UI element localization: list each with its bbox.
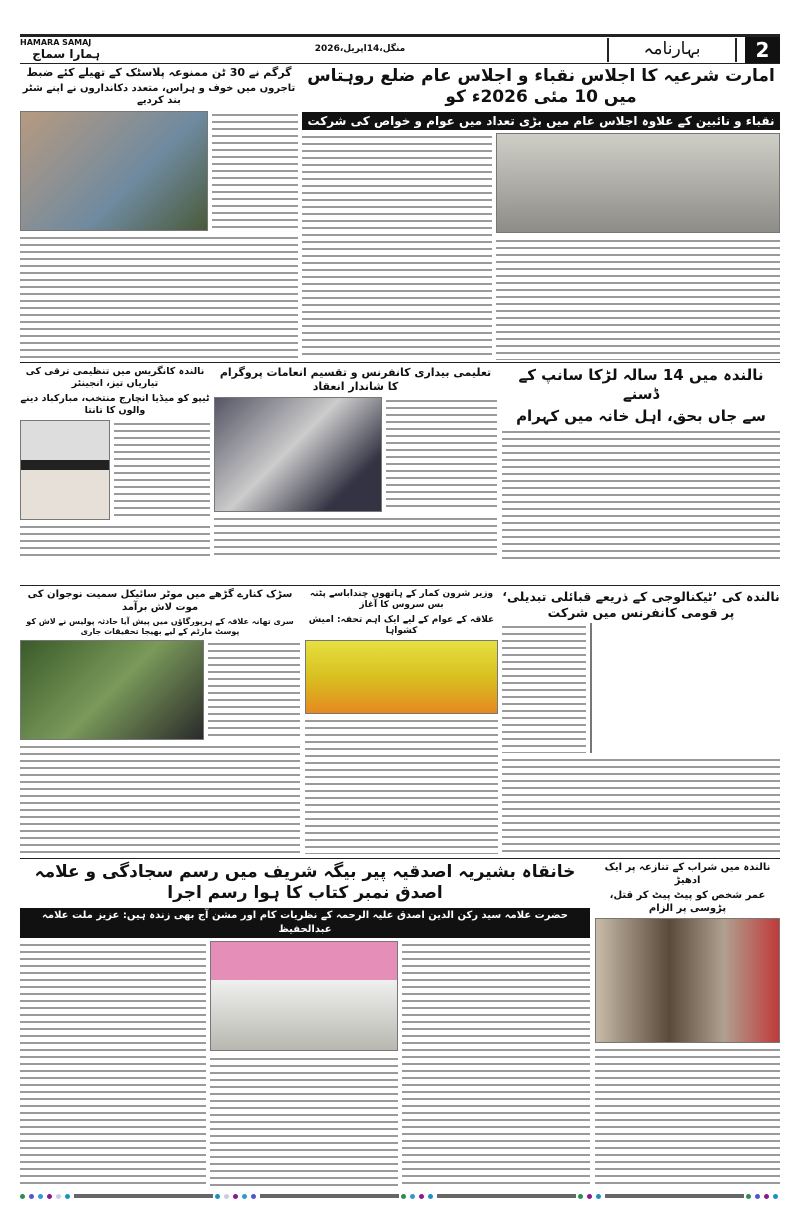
logo-urdu: ہمارا سماج <box>32 47 100 61</box>
congress-headline-1: نالندہ کانگریس میں تنظیمی ترقی کی تیاریاں تیز، انجینئر <box>25 366 205 389</box>
top-story-body <box>302 133 492 360</box>
header-rule <box>20 63 780 64</box>
bus-story <box>305 589 498 854</box>
khanqah-story <box>20 862 590 1188</box>
snake-headline-1: نالندہ میں 14 سالہ لڑکا سانپ کے ڈسنے <box>518 366 764 403</box>
row-rule-2 <box>20 585 780 586</box>
murder-headline-2: عمر شخص کو پیٹ پیٹ کر قتل، پڑوسی پر الزام <box>609 890 766 914</box>
khanqah-photo <box>210 941 398 1051</box>
accident-photo <box>20 640 204 740</box>
education-body <box>386 397 497 512</box>
top-rule <box>20 34 780 37</box>
congress-photo <box>20 420 110 520</box>
bus-headline-2: علاقہ کے عوام کے لیے ایک اہم تحفہ: امیش کشواہا <box>308 614 495 636</box>
khanqah-body-3 <box>402 941 590 1189</box>
top-story-subhead: نقباء و نائبین کے علاوہ اجلاس عام میں بڑی تعداد میں عوام و خواص کی شرکت <box>302 112 780 131</box>
congress-body-2 <box>20 523 210 561</box>
bus-headline-1: وزیر شرون کمار کے ہاتھوں چنداباسے پٹنہ بس سروس کا آغاز <box>309 589 494 611</box>
education-photo <box>214 397 382 512</box>
footer-ornament <box>20 1193 780 1199</box>
top-story-photo <box>496 133 780 233</box>
education-story <box>214 366 497 560</box>
plastic-body-2 <box>20 234 298 360</box>
bus-photo <box>305 640 498 714</box>
khanqah-body-1 <box>20 941 206 1189</box>
khanqah-headline: خانقاہ بشیریہ اصدقیہ پیر بیگہ شریف میں رسم سجادگی و علامہ اصدق نمبر کتاب کا ہوا رسم اجرا <box>34 862 576 904</box>
khanqah-subhead: حضرت علامہ سید رکن الدین اصدق علیہ الرحمہ کے نظریات کام اور مشن آج بھی زندہ ہیں: عزیز ملت علامہ عبدالحفیظ <box>20 908 590 938</box>
bus-body <box>305 717 498 854</box>
murder-story <box>595 862 780 1188</box>
technology-headline: نالندہ کی ’ٹیکنالوجی کے ذریعے قبائلی تبدیلی‘ پر قومی کانفرنس میں شرکت <box>502 589 780 620</box>
murder-body <box>595 1046 780 1188</box>
technology-body-2 <box>502 756 780 854</box>
row-rule-3 <box>20 858 780 859</box>
education-headline: تعلیمی بیداری کانفرنس و تقسیم انعامات پروگرام کا شاندار انعقاد <box>219 366 492 393</box>
accident-body-2 <box>20 743 300 854</box>
plastic-headline-1: گرگم نے 30 ٹن ممنوعہ پلاسٹک کے تھیلے کئے ضبط <box>26 66 292 79</box>
logo-english: HAMARA SAMAJ <box>20 38 92 47</box>
accident-headline-2: سری تھانہ علاقہ کے ہرپورگاؤں میں پیش آیا حادثہ پولیس نے لاش کو پوسٹ مارٹم کے لیے بھیجا تحقیقات جاری <box>26 617 294 636</box>
congress-headline-2: ٹیپو کو میڈیا انچارج منتخب، مبارکباد دینے والوں کا تانتا <box>20 392 210 416</box>
top-story <box>302 66 780 360</box>
technology-body <box>502 623 586 753</box>
masthead-logo <box>20 38 150 62</box>
congress-body <box>114 420 210 520</box>
row-rule-1 <box>20 362 780 363</box>
snake-story <box>502 366 780 560</box>
issue-date: منگل،14اپریل،2026 <box>314 44 406 54</box>
plastic-headline-2: تاجروں میں خوف و ہراس، متعدد دکانداروں نے اپنے شٹر بند کردیے <box>22 82 296 107</box>
plastic-body <box>212 111 298 231</box>
education-body-2 <box>214 515 497 561</box>
accident-story <box>20 589 300 854</box>
plastic-story <box>20 66 298 360</box>
khanqah-body-2 <box>210 1055 398 1189</box>
murder-photo <box>595 918 780 1043</box>
murder-headline-1: نالندہ میں شراب کے تنازعہ پر ایک ادھیڑ <box>604 862 771 886</box>
section-title: بہارنامہ <box>607 38 737 62</box>
snake-body <box>502 428 780 560</box>
accident-body <box>208 640 300 740</box>
top-story-body-2 <box>496 237 780 360</box>
accident-headline-1: سڑک کنارے گڑھے میں موٹر سائیکل سمیت نوجوان کی موت لاش برآمد <box>27 589 293 613</box>
technology-photo <box>590 623 592 753</box>
plastic-photo <box>20 111 208 231</box>
snake-headline-2: سے جاں بحق، اہل خانہ میں کہرام <box>516 406 766 425</box>
top-story-headline: امارت شرعیہ کا اجلاس نقباء و اجلاس عام ضلع روہتاس میں 10 مئی 2026ء کو <box>307 66 775 108</box>
congress-story <box>20 366 210 560</box>
page-number: 2 <box>745 37 780 63</box>
technology-story <box>502 589 780 854</box>
